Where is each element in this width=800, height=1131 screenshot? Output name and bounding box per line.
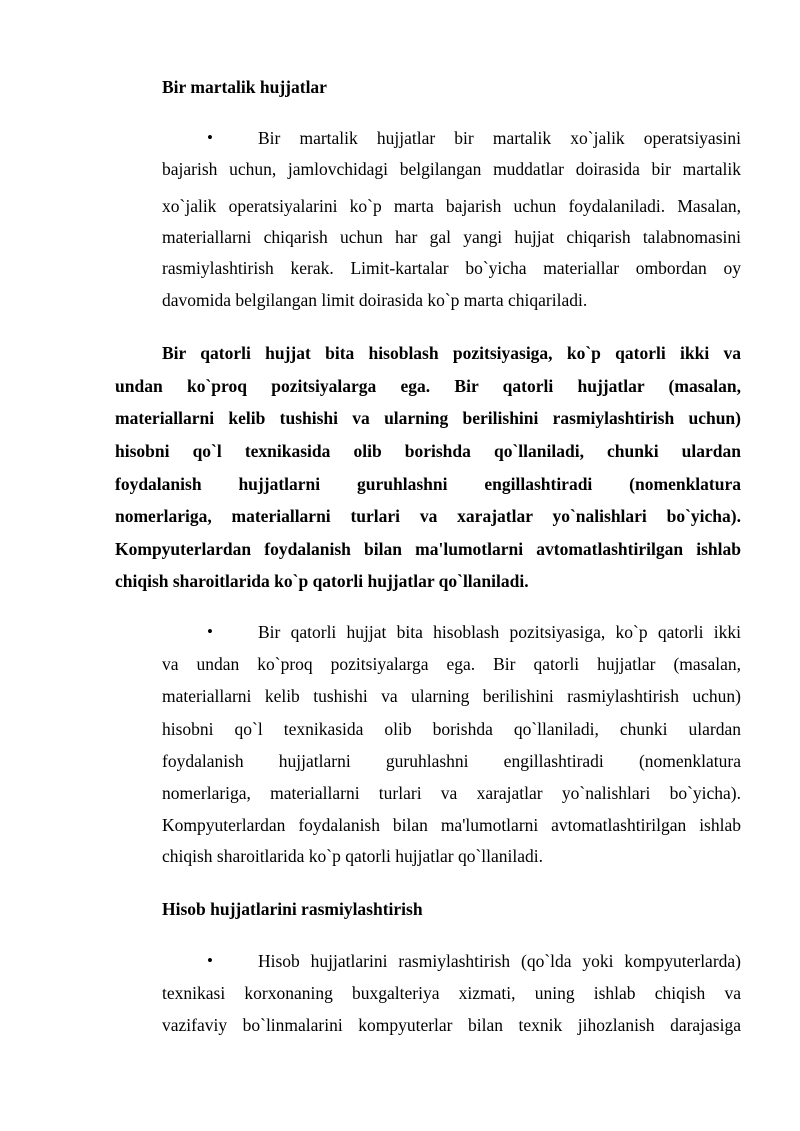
bold-paragraph-line: Bir qatorli hujjat bita hisoblash pozitsiyasiga, ko`p qatorli ikki va <box>162 343 741 363</box>
bold-paragraph-line: Kompyuterlardan foydalanish bilan ma'lumotlarni avtomatlashtirilgan ishlab <box>115 539 741 559</box>
paragraph-line: Bir martalik hujjatlar bir martalik xo`jalik operatsiyasini <box>258 128 741 148</box>
paragraph-line: vazifaviy bo`linmalarini kompyuterlar bilan texnik jihozlanish darajasiga <box>162 1015 741 1035</box>
paragraph-line: foydalanish hujjatlarni guruhlashni engillashtiradi (nomenklatura <box>162 751 741 771</box>
paragraph-line: davomida belgilangan limit doirasida ko`p marta chiqariladi. <box>162 290 588 310</box>
paragraph-line: bajarish uchun, jamlovchidagi belgilangan muddatlar doirasida bir martalik <box>162 159 741 179</box>
bullet-icon: • <box>207 951 213 970</box>
bold-paragraph-line: nomerlariga, materiallarni turlari va xarajatlar yo`nalishlari bo`yicha). <box>115 506 741 526</box>
bold-paragraph-line: chiqish sharoitlarida ko`p qatorli hujjatlar qo`llaniladi. <box>115 571 529 591</box>
paragraph-line: rasmiylashtirish kerak. Limit-kartalar bo`yicha materiallar ombordan oy <box>162 258 741 278</box>
bold-paragraph-line: materiallarni kelib tushishi va ularning berilishini rasmiylashtirish uchun) <box>115 408 741 428</box>
section-heading-single-use-documents: Bir martalik hujjatlar <box>162 77 327 97</box>
bullet-icon: • <box>207 622 213 641</box>
paragraph-line: texnikasi korxonaning buxgalteriya xizmati, uning ishlab chiqish va <box>162 983 741 1003</box>
paragraph-line: Bir qatorli hujjat bita hisoblash pozitsiyasiga, ko`p qatorli ikki <box>258 622 741 642</box>
paragraph-line: Kompyuterlardan foydalanish bilan ma'lumotlarni avtomatlashtirilgan ishlab <box>162 815 741 835</box>
bullet-icon: • <box>207 128 213 147</box>
paragraph-line: Hisob hujjatlarini rasmiylashtirish (qo`lda yoki kompyuterlarda) <box>258 951 741 971</box>
bold-paragraph-line: foydalanish hujjatlarni guruhlashni engillashtiradi (nomenklatura <box>115 474 741 494</box>
bold-paragraph-line: hisobni qo`l texnikasida olib borishda qo`llaniladi, chunki ulardan <box>115 441 741 461</box>
paragraph-line: hisobni qo`l texnikasida olib borishda qo`llaniladi, chunki ulardan <box>162 719 741 739</box>
paragraph-line: chiqish sharoitlarida ko`p qatorli hujjatlar qo`llaniladi. <box>162 846 544 866</box>
paragraph-line: nomerlariga, materiallarni turlari va xarajatlar yo`nalishlari bo`yicha). <box>162 783 741 803</box>
paragraph-line: materiallarni chiqarish uchun har gal yangi hujjat chiqarish talabnomasini <box>162 227 741 247</box>
paragraph-line: materiallarni kelib tushishi va ularning berilishini rasmiylashtirish uchun) <box>162 686 741 706</box>
paragraph-line: xo`jalik operatsiyalarini ko`p marta bajarish uchun foydalaniladi. Masalan, <box>162 196 741 216</box>
section-heading-document-formalization: Hisob hujjatlarini rasmiylashtirish <box>162 899 423 919</box>
bold-paragraph-line: undan ko`proq pozitsiyalarga ega. Bir qatorli hujjatlar (masalan, <box>115 376 741 396</box>
paragraph-line: va undan ko`proq pozitsiyalarga ega. Bir qatorli hujjatlar (masalan, <box>162 654 741 674</box>
